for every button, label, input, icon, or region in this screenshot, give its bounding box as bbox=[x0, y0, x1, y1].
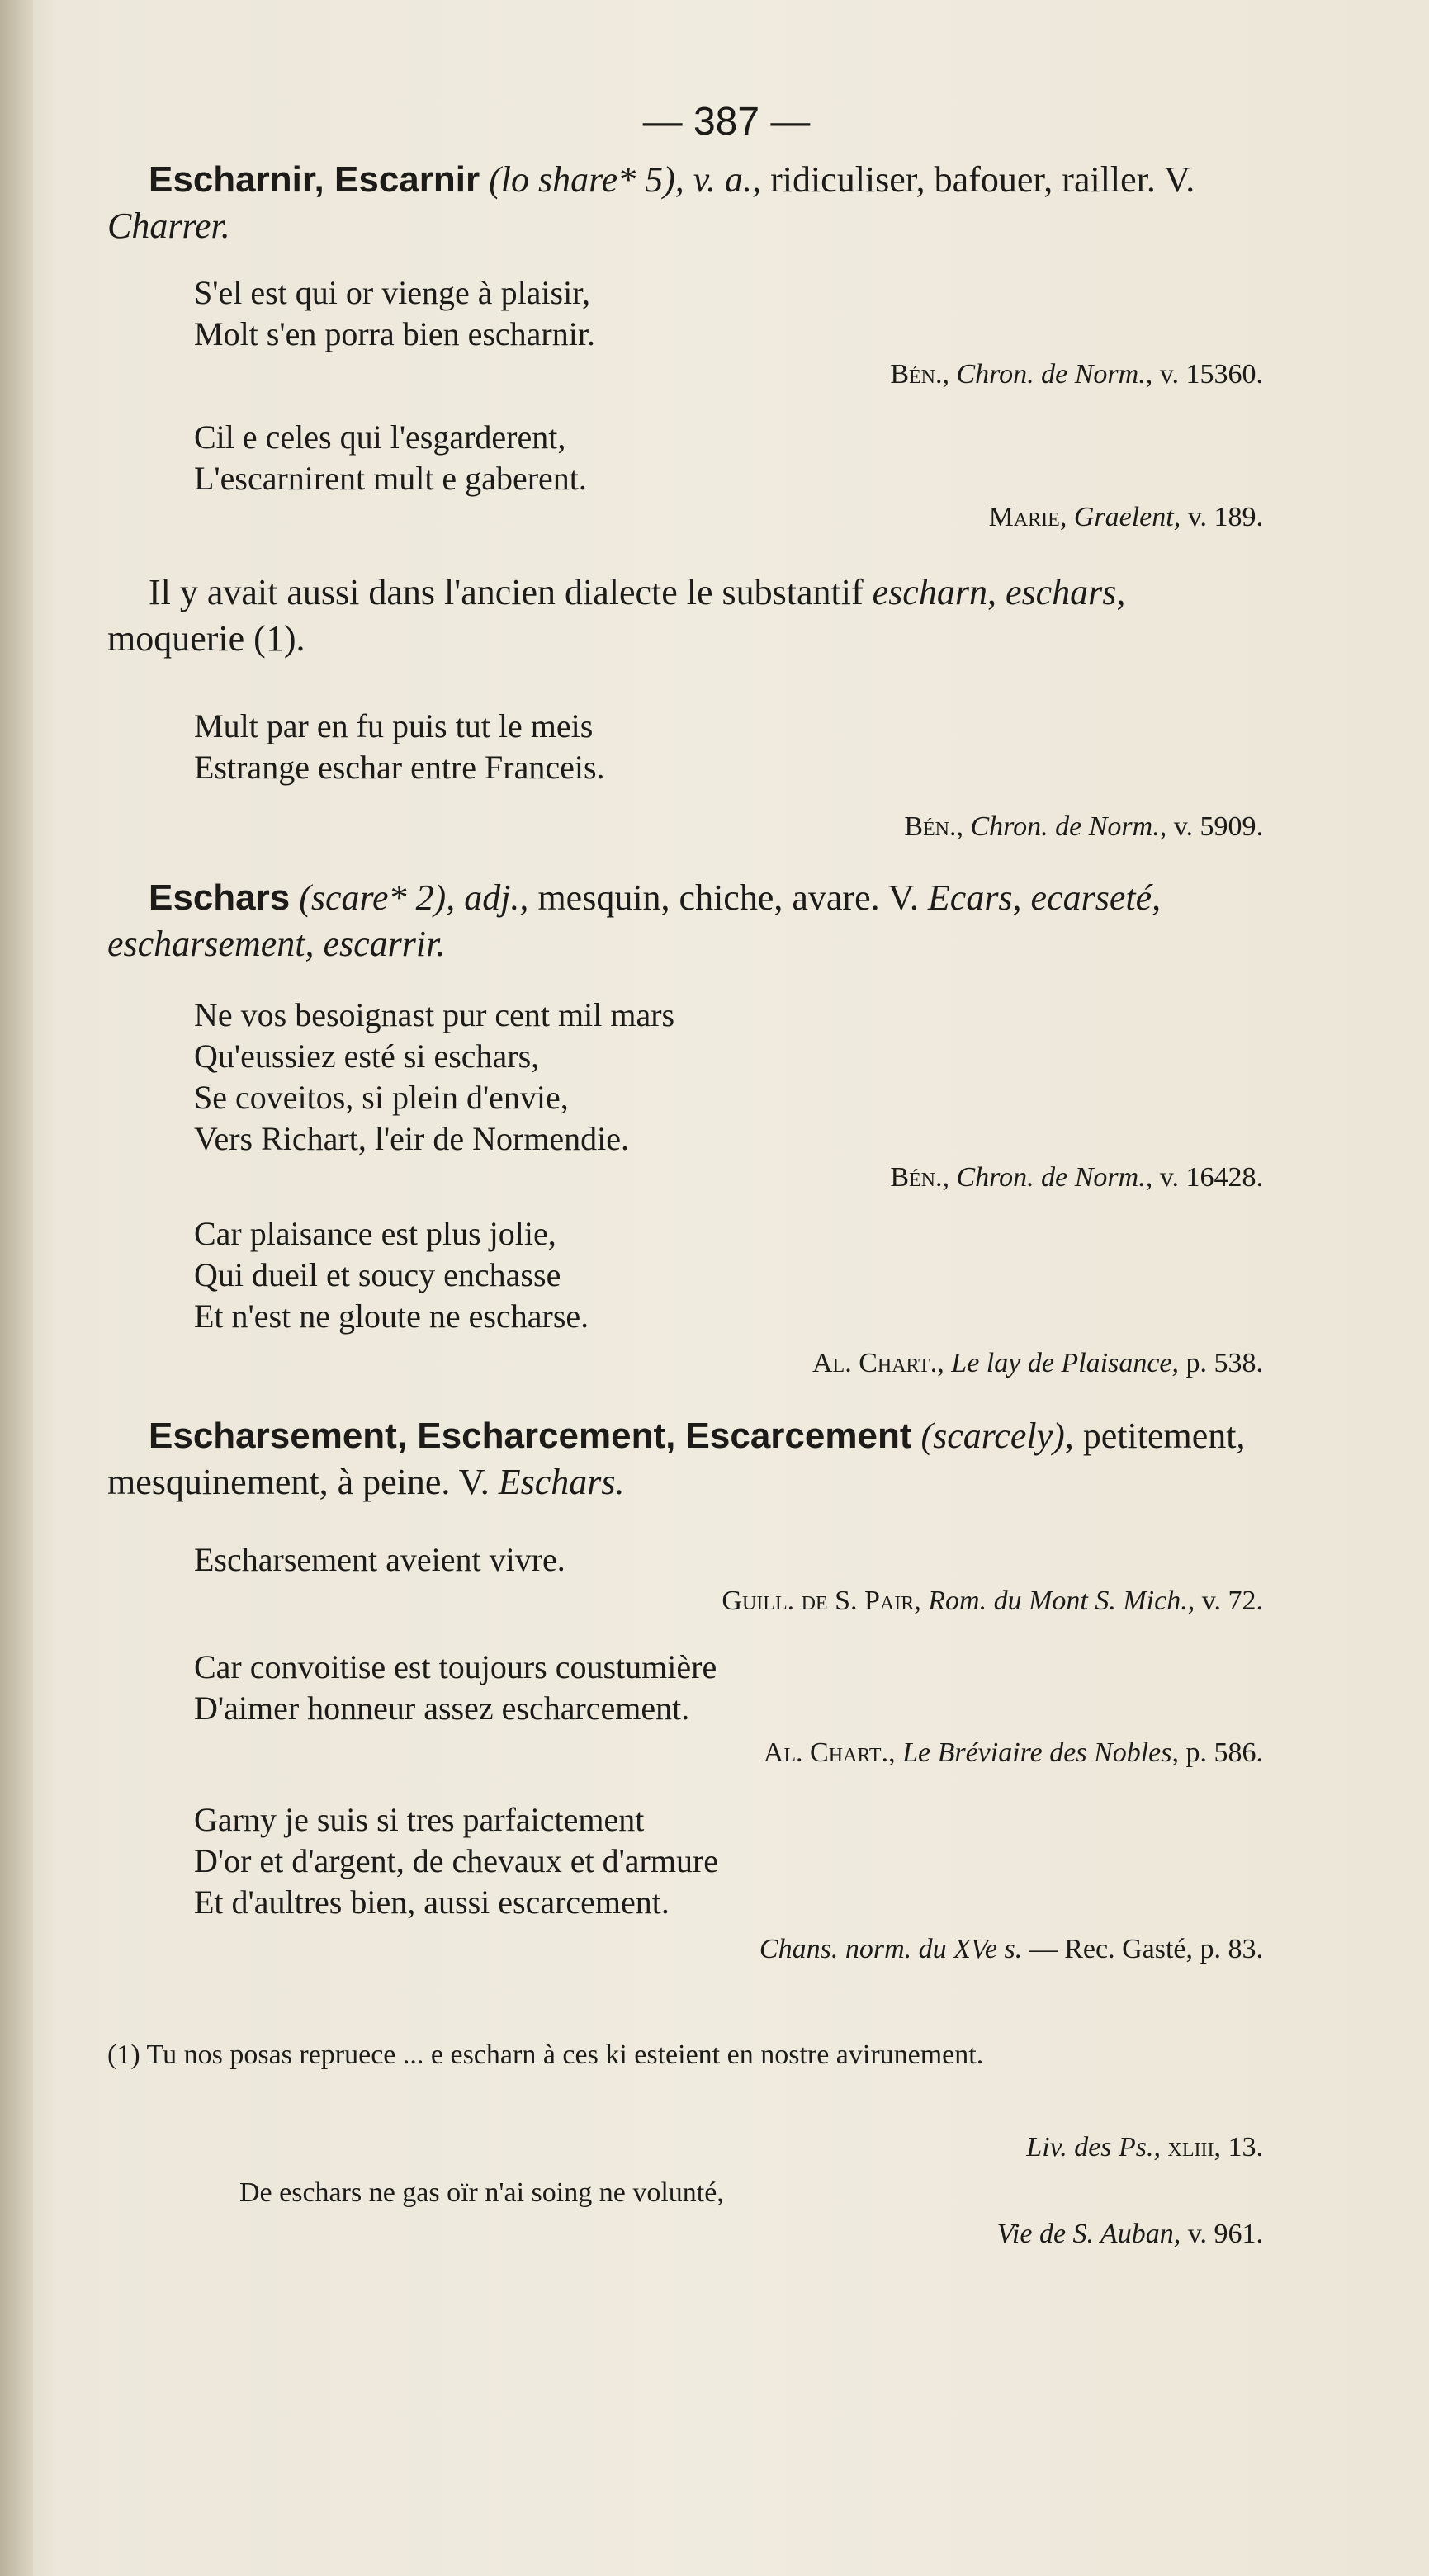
quote-verse bbox=[194, 1539, 565, 1581]
citation-work: Le Bréviaire des Nobles, bbox=[902, 1737, 1179, 1768]
entry-eschars bbox=[107, 875, 1263, 967]
citation-work: Le lay de Plaisance, bbox=[951, 1348, 1179, 1378]
citation-location: v. 16428. bbox=[1159, 1162, 1263, 1193]
citation-author: Bén., bbox=[904, 811, 963, 842]
citation-location: — Rec. Gasté, p. 83. bbox=[1029, 1934, 1263, 1964]
quote-citation bbox=[578, 1345, 1263, 1382]
quote-citation bbox=[578, 1735, 1263, 1771]
citation-work: Graelent, bbox=[1073, 502, 1181, 532]
cross-reference: Ecars, ecarseté, escharsement, escarrir. bbox=[107, 877, 1162, 964]
etymology: (scarcely), bbox=[920, 1416, 1074, 1456]
verse-line: Qu'eussiez esté si eschars, bbox=[194, 1037, 540, 1075]
etymology: (lo share* 5), v. a., bbox=[489, 159, 762, 200]
footnote bbox=[107, 2037, 1263, 2073]
verse-line: Ne vos besoignast pur cent mil mars bbox=[194, 996, 675, 1033]
verse-line: Car plaisance est plus jolie, bbox=[194, 1215, 556, 1252]
citation-author: Al. Chart., bbox=[763, 1737, 896, 1768]
definition: ridiculiser, bafouer, railler. V. bbox=[761, 159, 1195, 200]
verse-line: Escharsement aveient vivre. bbox=[194, 1541, 565, 1578]
quote-verse bbox=[194, 1799, 718, 1923]
citation-work: Rom. du Mont S. Mich., bbox=[928, 1586, 1195, 1616]
footnote-citation bbox=[578, 2129, 1263, 2166]
cross-reference: Eschars. bbox=[498, 1462, 625, 1502]
quote-verse bbox=[194, 706, 605, 788]
quote-verse bbox=[194, 417, 587, 499]
verse-line: Et n'est ne gloute ne escharse. bbox=[194, 1297, 589, 1335]
citation-author: Guill. de S. Pair, bbox=[722, 1586, 921, 1616]
quote-verse bbox=[194, 272, 595, 355]
citation-location: v. 189. bbox=[1187, 502, 1263, 532]
citation-location: v. 15360. bbox=[1159, 359, 1263, 390]
verse-line: Estrange eschar entre Franceis. bbox=[194, 749, 605, 786]
citation-work: Liv. des Ps., bbox=[1026, 2132, 1162, 2162]
verse-line: Qui dueil et soucy enchasse bbox=[194, 1256, 561, 1293]
footnote-citation bbox=[578, 2216, 1263, 2252]
citation-location: p. 538. bbox=[1185, 1348, 1263, 1378]
citation-location: xliii, 13. bbox=[1167, 2132, 1263, 2162]
citation-work: Chron. de Norm., bbox=[970, 811, 1167, 842]
citation-location: v. 961. bbox=[1187, 2219, 1263, 2249]
paragraph-substantif: Il y avait aussi dans l'ancien dialecte le substantif escharn, eschars, moquerie (1). bbox=[107, 572, 1126, 659]
entry-escharsement bbox=[107, 1413, 1263, 1505]
footnote-text: (1) Tu nos posas repruece ... e escharn à ces ki esteient en nostre avirunement. bbox=[107, 2040, 984, 2070]
verse-line: Car convoitise est toujours coustumière bbox=[194, 1648, 717, 1685]
verse-line: Et d'aultres bien, aussi escarcement. bbox=[194, 1884, 670, 1921]
footnote-verse: De eschars ne gas oïr n'ai soing ne volunté, bbox=[239, 2177, 724, 2208]
cross-reference: Charrer. bbox=[107, 206, 230, 246]
citation-work: Chron. de Norm., bbox=[956, 1162, 1153, 1193]
citation-location: v. 72. bbox=[1201, 1586, 1263, 1616]
quote-verse bbox=[194, 995, 674, 1160]
quote-verse bbox=[194, 1213, 589, 1337]
quote-citation bbox=[578, 1160, 1263, 1196]
citation-author: Bén., bbox=[890, 359, 949, 390]
verse-line: D'or et d'argent, de chevaux et d'armure bbox=[194, 1842, 719, 1879]
quote-citation bbox=[578, 1583, 1263, 1619]
page-number: — 387 — bbox=[642, 100, 811, 144]
citation-work: Vie de S. Auban, bbox=[996, 2219, 1181, 2249]
quote-verse bbox=[194, 1647, 717, 1729]
verse-line: Vers Richart, l'eir de Normendie. bbox=[194, 1120, 630, 1157]
citation-author: Marie, bbox=[988, 502, 1067, 532]
citation-location: p. 586. bbox=[1185, 1737, 1263, 1768]
quote-citation bbox=[578, 1931, 1263, 1968]
etymology: (scare* 2), adj., bbox=[299, 877, 529, 918]
citation-location: v. 5909. bbox=[1173, 811, 1263, 842]
citation-author: Bén., bbox=[890, 1162, 949, 1193]
verse-line: S'el est qui or vienge à plaisir, bbox=[194, 274, 590, 311]
quote-citation bbox=[578, 499, 1263, 536]
verse-line: Se coveitos, si plein d'envie, bbox=[194, 1079, 569, 1116]
definition: petitement, mesquinement, à peine. V. bbox=[107, 1416, 1246, 1502]
citation-work: Chron. de Norm., bbox=[956, 359, 1153, 390]
quote-citation bbox=[578, 357, 1263, 393]
citation-work: Chans. norm. du XVe s. bbox=[759, 1934, 1023, 1964]
headword: Escharnir, Escarnir bbox=[149, 159, 480, 200]
verse-line: Cil e celes qui l'esgarderent, bbox=[194, 418, 566, 456]
entry-escharnir bbox=[107, 157, 1263, 249]
quote-citation bbox=[578, 809, 1263, 845]
definition: mesquin, chiche, avare. V. bbox=[528, 877, 928, 918]
headword: Eschars bbox=[149, 877, 291, 918]
verse-line: L'escarnirent mult e gaberent. bbox=[194, 460, 587, 497]
verse-line: Garny je suis si tres parfaictement bbox=[194, 1801, 645, 1838]
verse-line: D'aimer honneur assez escharcement. bbox=[194, 1690, 690, 1727]
citation-author: Al. Chart., bbox=[812, 1348, 944, 1378]
verse-line: Molt s'en porra bien escharnir. bbox=[194, 315, 595, 352]
headword: Escharsement, Escharcement, Escarcement bbox=[149, 1416, 912, 1456]
verse-line: Mult par en fu puis tut le meis bbox=[194, 707, 594, 744]
page-binding-edge bbox=[0, 0, 33, 2576]
